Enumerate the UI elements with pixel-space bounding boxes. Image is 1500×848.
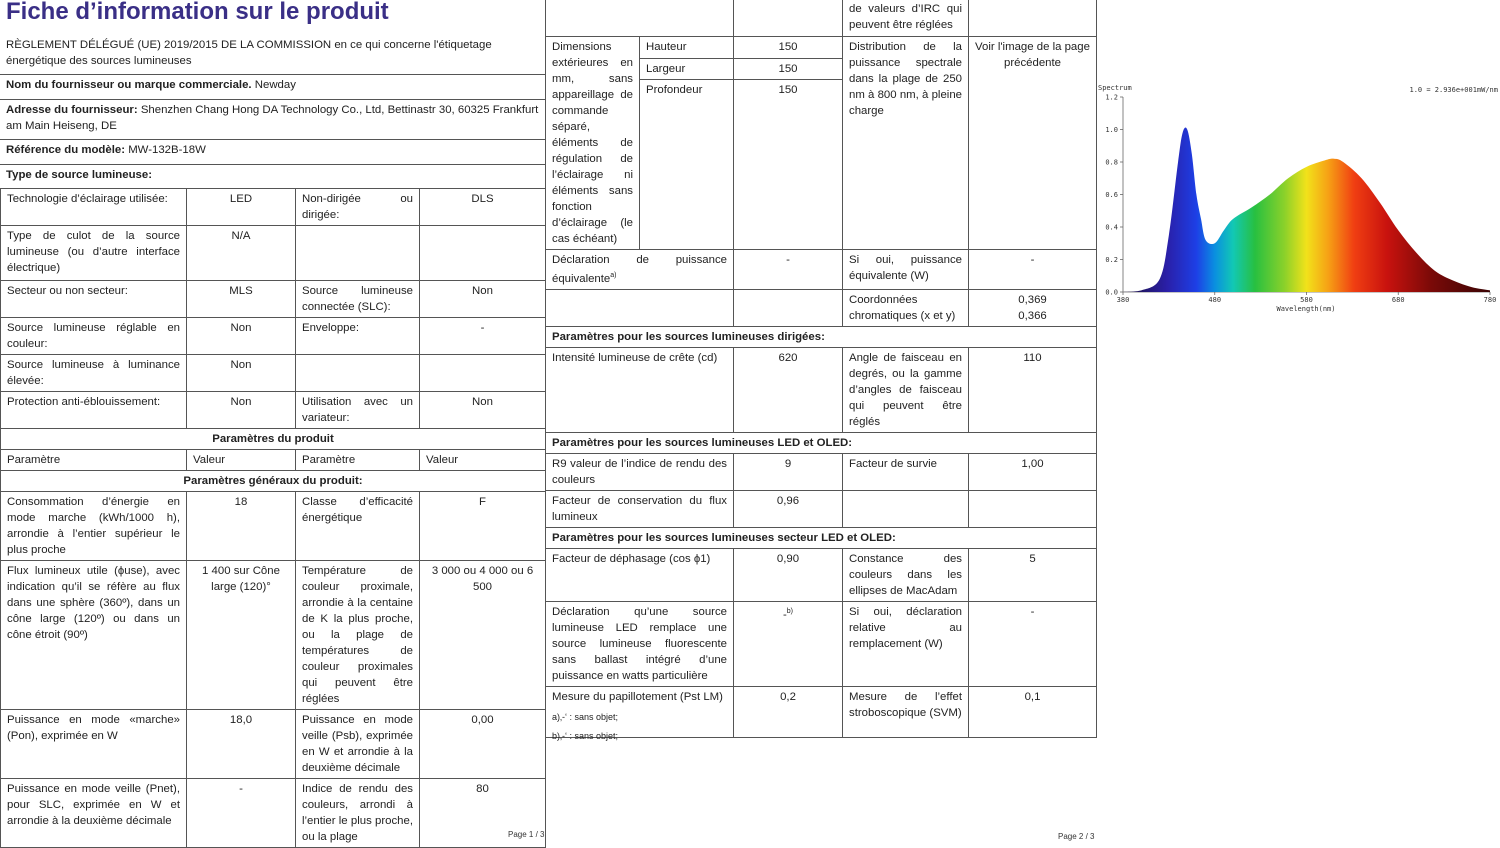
x-tick-label: 480 [1208,296,1222,304]
dim-height-label: Hauteur [640,37,734,59]
value-cell: N/A [187,226,296,281]
param-cell: Température de couleur proximale, arrondie à la centaine de K la plus proche, ou la plage de températures de couleur proximales qui peuvent être réglées [296,561,420,710]
value-cell: 1 400 sur Cône large (120)° [187,561,296,710]
table-row [546,326,1097,347]
chroma-y: 0,366 [1018,309,1047,322]
macadam-value: 5 [969,548,1097,601]
phase-value: 0,90 [734,548,843,601]
table-row [1,561,546,710]
phase-label: Facteur de déphasage (cos ϕ1) [546,548,734,601]
x-tick-label: 680 [1391,296,1405,304]
x-tick-label: 580 [1300,296,1313,304]
x-tick-label: 380 [1116,296,1130,304]
value-cell: 3 000 ou 4 000 ou 6 500 [420,561,546,710]
param-cell: Utilisation avec un variateur: [296,392,420,429]
param-cell: Type de culot de la source lumineuse (ou d’autre interface électrique) [1,226,187,281]
footnote-a: a)‚-‘ : sans objet; [552,712,619,722]
peak-label: Intensité lumineuse de crête (cd) [546,347,734,432]
value-cell: Non [187,318,296,355]
table-row [1,429,546,450]
empty-cell [734,0,843,37]
param-cell: Consommation d’énergie en mode marche (kWh/1000 h), arrondie à l’entier supérieur le plus proche [1,492,187,561]
led-header: Paramètres pour les sources lumineuses LED et OLED: [546,432,1097,453]
address-label: Adresse du fournisseur: [6,104,138,116]
y-ticks [1105,94,1123,297]
value-cell: 0,00 [420,710,546,779]
value-cell: 18 [187,492,296,561]
value-cell: MLS [187,281,296,318]
beam-value: 110 [969,347,1097,432]
empty-cell [843,490,969,527]
chroma-x: 0,369 [1018,293,1047,306]
y-tick-label: 0.8 [1105,158,1118,167]
empty-cell [969,0,1097,37]
mains-header: Paramètres pour les sources lumineuses secteur LED et OLED: [546,527,1097,548]
y-tick-label: 0.2 [1105,256,1118,264]
table-row [546,347,1097,432]
table-row [1,226,546,281]
r9-value: 9 [734,453,843,490]
table-row [1,318,546,355]
param-cell [296,226,420,281]
param-cell: Puissance en mode veille (Psb), exprimée en W et arrondie à la deuxième décimale [296,710,420,779]
dim-width-label: Largeur [640,58,734,80]
value-cell: - [187,779,296,848]
param-cell: Source lumineuse à luminance élevée: [1,355,187,392]
table-row [546,37,1097,59]
param-cell: Classe d’efficacité énergétique [296,492,420,561]
col-header-value: Valeur [420,450,546,471]
value-cell: Non [420,392,546,429]
x-tick-label: 780 [1483,296,1497,304]
source-type-label: Type de source lumineuse: [6,169,153,181]
dim-width-value: 150 [734,58,843,80]
table-row [1,392,546,429]
replace-value: - [782,608,787,621]
table-row [1,450,546,471]
address-row [0,100,545,140]
flicker-label: Mesure du papillotement (Pst LM) [546,686,734,737]
replace-yes-value: - [969,601,1097,686]
dim-height-value: 150 [734,37,843,59]
col-header-param: Paramètre [296,450,420,471]
y-tick-label: 1.2 [1105,93,1118,102]
address-value: Shenzhen Chang Hong DA Technology Co., Ltd, Bettinastr 30, 60325 Frankfurt am Main Heiseng, DE [6,104,539,132]
survival-label: Facteur de survie [843,453,969,490]
supplier-row [0,75,545,100]
replace-footnote: b) [786,607,794,615]
model-value: MW-132B-18W [128,144,206,156]
replace-value-cell [734,601,843,686]
empty-cell [546,289,734,326]
dim-depth-value: 150 [734,80,843,250]
table-row [546,0,1097,37]
col-header-value: Valeur [187,450,296,471]
table-row [546,289,1097,326]
general-params-header: Paramètres généraux du produit: [1,471,546,492]
spectrum-chart [1096,80,1500,320]
table-row [1,779,546,848]
table-row [1,281,546,318]
page2-table [545,0,1097,738]
model-label: Référence du modèle: [6,144,126,156]
equiv-label-cell [546,250,734,290]
value-cell: 18,0 [187,710,296,779]
chart-title: Spectrum [1098,84,1132,92]
value-cell: Non [187,392,296,429]
table-row [546,250,1097,290]
beam-label: Angle de faisceau en degrés, ou la gamme d’angles de faisceau qui peuvent être réglés [843,347,969,432]
x-axis-label: Wavelength(nm) [1276,305,1336,313]
chroma-label: Coordonnées chromatiques (x et y) [843,289,969,326]
y-tick-label: 1.0 [1105,126,1118,134]
peak-value: 620 [734,347,843,432]
value-cell: Non [187,355,296,392]
equiv-yes-value: - [969,250,1097,290]
empty-cell [734,289,843,326]
chart-scale-note: 1.0 = 2.936e+001mW/nm [1409,86,1498,94]
regulation-text: RÈGLEMENT DÉLÉGUÉ (UE) 2019/2015 DE LA COMMISSION en ce qui concerne l'étiquetage énergétique des sources lumineuses [0,35,545,75]
table-row [1,471,546,492]
table-row [1,710,546,779]
empty-cell [546,0,734,37]
cri-range-continuation: de valeurs d’IRC qui peuvent être réglées [843,0,969,37]
table-row [546,548,1097,601]
y-tick-label: 0.4 [1105,223,1118,232]
table-row [546,527,1097,548]
flux-maint-label: Facteur de conservation du flux lumineux [546,490,734,527]
param-cell: Puissance en mode «marche» (Pon), exprimée en W [1,710,187,779]
dim-depth-label: Profondeur [640,80,734,250]
value-cell: F [420,492,546,561]
equiv-yes-label: Si oui, puissance équivalente (W) [843,250,969,290]
table-row [1,189,546,226]
param-cell: Technologie d’éclairage utilisée: [1,189,187,226]
equiv-value: - [734,250,843,290]
param-cell: Puissance en mode veille (Pnet), pour SLC, exprimée en W et arrondie à la deuxième décimale [1,779,187,848]
dimensions-label: Dimensions extérieures en mm, sans appareillage de commande séparé, éléments de régulation de l’éclairage ni éléments sans fonction d’éclairage (le cas échéant) [546,37,640,250]
empty-cell [969,490,1097,527]
table-row [1,492,546,561]
spectral-label: Distribution de la puissance spectrale dans la plage de 250 nm à 800 nm, à pleine charge [843,37,969,250]
supplier-label: Nom du fournisseur ou marque commerciale. [6,79,252,91]
flicker-value: 0,2 [734,686,843,737]
table-row [546,686,1097,737]
value-cell [420,355,546,392]
col-header-param: Paramètre [1,450,187,471]
directed-header: Paramètres pour les sources lumineuses dirigées: [546,326,1097,347]
page-title: Fiche d’information sur le produit [6,0,389,25]
page-number-1: Page 1 / 3 [508,830,545,839]
param-cell: Protection anti-éblouissement: [1,392,187,429]
equiv-footnote: a) [610,272,617,279]
equiv-label: Déclaration de puissance équivalente [552,254,727,285]
supplier-value: Newday [254,79,296,91]
chroma-values [969,289,1097,326]
table-row [546,601,1097,686]
replace-label: Déclaration qu’une source lumineuse LED remplace une source lumineuse fluorescente sans ballast intégré d’une puissance en watts particulière [546,601,734,686]
footnote-b: b)‚-‘ : sans objet; [552,731,619,741]
param-cell [296,355,420,392]
param-cell: Indice de rendu des couleurs, arrondi à l’entier le plus proche, ou la plage [296,779,420,848]
param-cell: Source lumineuse connectée (SLC): [296,281,420,318]
x-ticks [1117,292,1497,304]
value-cell: Non [420,281,546,318]
param-cell: Enveloppe: [296,318,420,355]
spectrum-area [1123,128,1490,292]
table-row [546,432,1097,453]
param-cell: Flux lumineux utile (ϕuse), avec indication qu’il se réfère au flux dans une sphère (360º), dans un cône large (120º) ou dans un cône étroit (90º) [1,561,187,710]
param-cell: Non-dirigée ou dirigée: [296,189,420,226]
product-params-header: Paramètres du produit [1,429,546,450]
value-cell: LED [187,189,296,226]
param-cell: Source lumineuse réglable en couleur: [1,318,187,355]
page-number-2: Page 2 / 3 [1058,832,1095,841]
value-cell: - [420,318,546,355]
strobo-label: Mesure de l’effet stroboscopique (SVM) [843,686,969,737]
table-row [546,453,1097,490]
replace-yes-label: Si oui, déclaration relative au remplacement (W) [843,601,969,686]
param-cell: Secteur ou non secteur: [1,281,187,318]
value-cell: 80 [420,779,546,848]
y-tick-label: 0.6 [1105,191,1118,199]
page1-table [0,188,546,848]
strobo-value: 0,1 [969,686,1097,737]
y-tick-label: 0.0 [1105,288,1118,297]
r9-label: R9 valeur de l’indice de rendu des couleurs [546,453,734,490]
table-row [1,355,546,392]
value-cell [420,226,546,281]
survival-value: 1,00 [969,453,1097,490]
table-row [546,490,1097,527]
flux-maint-value: 0,96 [734,490,843,527]
spectral-value: Voir l'image de la page précédente [969,37,1097,250]
model-row [0,140,545,165]
value-cell: DLS [420,189,546,226]
macadam-label: Constance des couleurs dans les ellipses de MacAdam [843,548,969,601]
